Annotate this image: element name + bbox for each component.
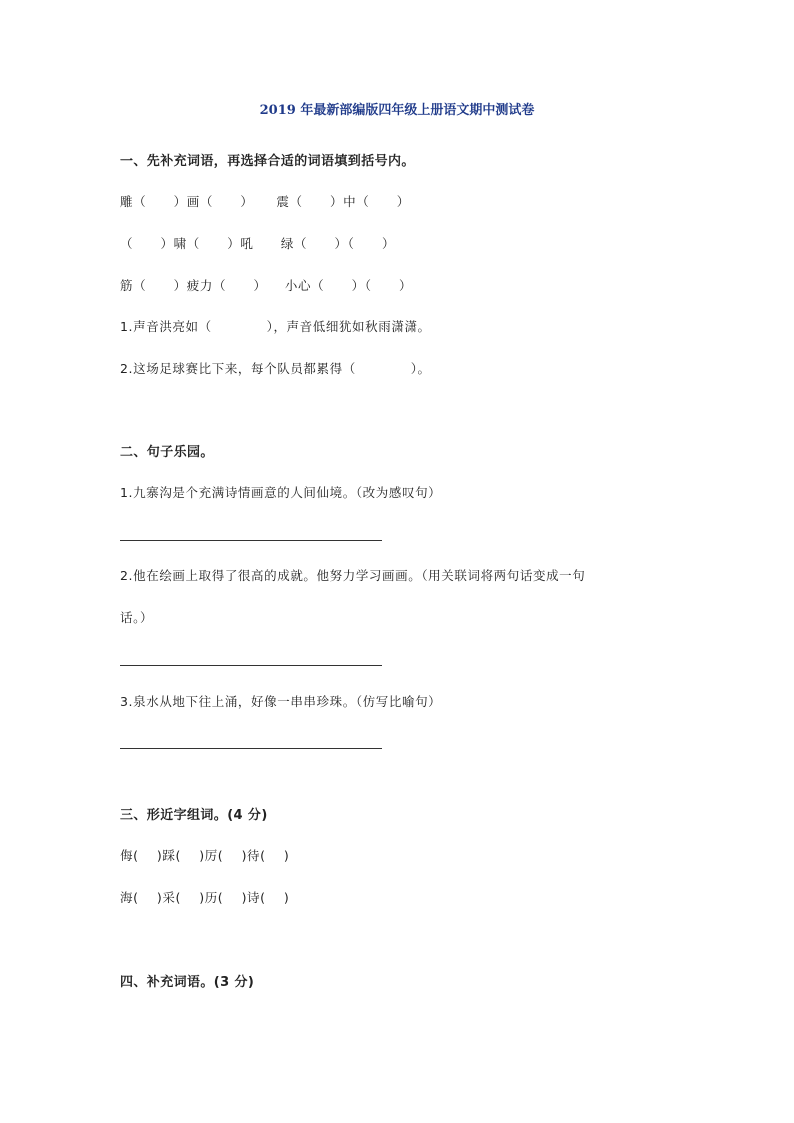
section3-row1: 侮( )踩( )厉( )待( ) [120,848,290,863]
section1-row2: （ ）啸（ ）吼 绿（ ）（ ） [120,236,396,251]
section1-heading: 一、先补充词语，再选择合适的词语填到括号内。 [120,154,415,169]
page-title: 2019 年最新部编版四年级上册语文期中测试卷 [259,103,535,118]
section1-row1: 雕（ ）画（ ） 震（ ）中（ ） [120,194,410,209]
section1-question1: 1.声音洪亮如（ ），声音低细犹如秋雨潇潇。 [120,319,431,334]
section2-heading: 二、句子乐园。 [120,445,214,460]
section3-row2: 海( )采( )历( )诗( ) [120,890,290,905]
section3-heading: 三、形近字组词。(4 分) [120,808,268,823]
section2-question2-line1: 2.他在绘画上取得了很高的成就。他努力学习画画。（用关联词将两句话变成一句 [120,568,586,583]
section1-row3: 筋（ ）疲力（ ） 小心（ ）（ ） [120,278,413,293]
section4-heading: 四、补充词语。(3 分) [120,975,255,990]
section2-question3: 3.泉水从地下往上涌，好像一串串珍珠。（仿写比喻句） [120,694,442,709]
section1-question2: 2.这场足球赛比下来，每个队员都累得（ ）。 [120,361,431,376]
answer-line [120,540,382,541]
section2-question2-line2: 话。） [120,610,154,625]
answer-line [120,748,382,749]
section2-question1: 1.九寨沟是个充满诗情画意的人间仙境。（改为感叹句） [120,485,442,500]
answer-line [120,665,382,666]
